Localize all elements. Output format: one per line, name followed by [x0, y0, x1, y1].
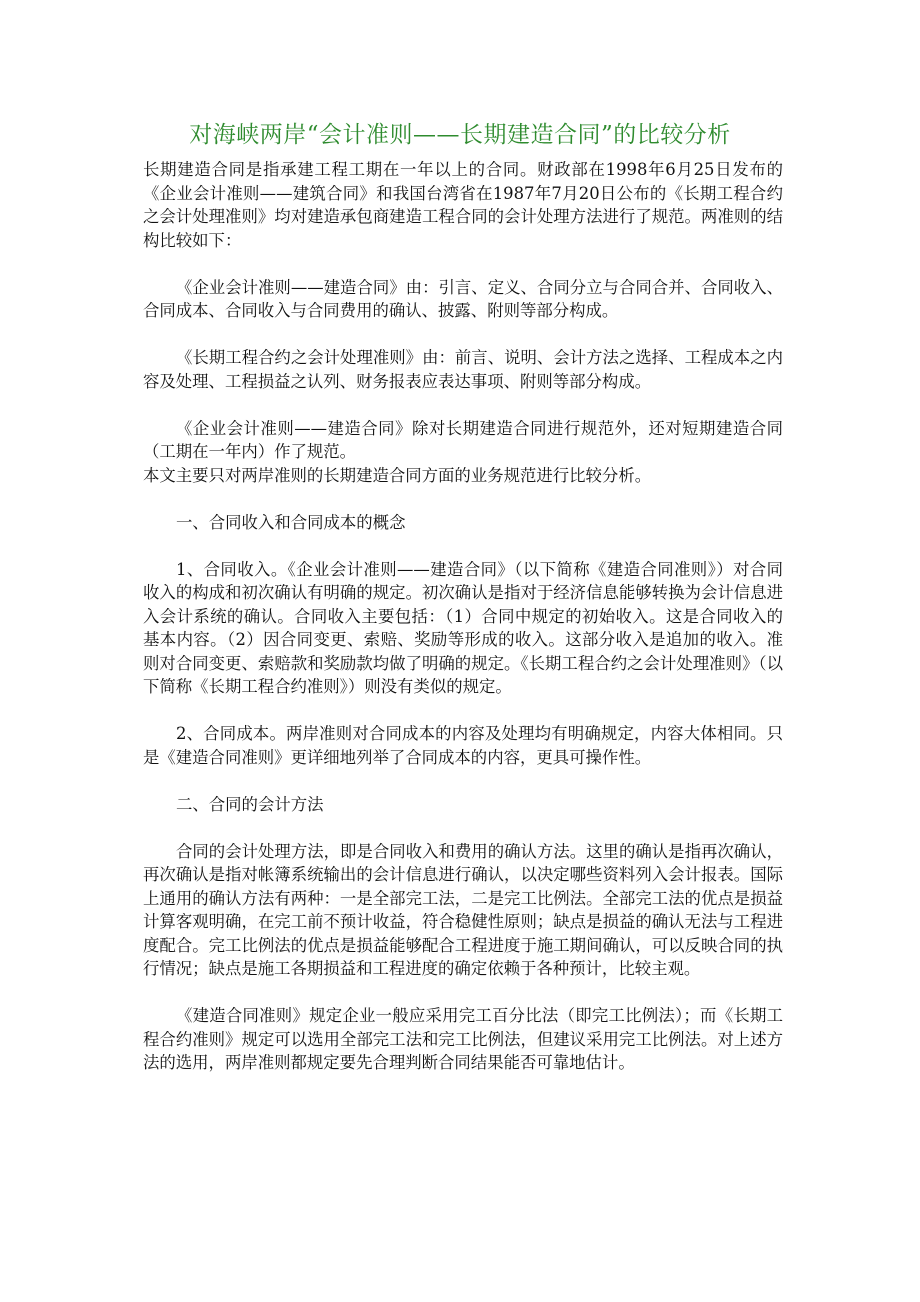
- section-heading-1: 一、合同收入和合同成本的概念: [176, 512, 406, 532]
- section-heading-2: 二、合同的会计方法: [176, 794, 324, 814]
- paragraph-3: 《长期工程合约之会计处理准则》由：前言、说明、会计方法之选择、工程成本之内容及处理、工程损益之认列、财务报表应表达事项、附则等部分构成。: [143, 348, 783, 391]
- paragraph-4: 《企业会计准则——建造合同》除对长期建造合同进行规范外，还对短期建造合同（工期在一年内）作了规范。: [143, 418, 783, 461]
- paragraph-7: 2、合同成本。两岸准则对合同成本的内容及处理均有明确规定，内容大体相同。只是《建造合同准则》更详细地列举了合同成本的内容，更具可操作性。: [143, 724, 783, 767]
- paragraph-1: 长期建造合同是指承建工程工期在一年以上的合同。财政部在1998年6月25日发布的《企业会计准则——建筑合同》和我国台湾省在1987年7月20日公布的《长期工程合约之会计处理准则》均对建造承包商建造工程合同的会计处理方法进行了规范。两准则的结构比较如下：: [143, 160, 783, 250]
- paragraph-6: 1、合同收入。《企业会计准则——建造合同》（以下简称《建造合同准则》）对合同收入的构成和初次确认有明确的规定。初次确认是指对于经济信息能够转换为会计信息进入会计系统的确认。合同收入主要包括：（1）合同中规定的初始收入。这是合同收入的基本内容。（2）因合同变更、索赔、奖励等形成的收入。这部分收入是追加的收入。准则对合同变更、索赔款和奖励款均做了明确的规定。《长期工程合约之会计处理准则》（以下简称《长期工程合约准则》）则没有类似的规定。: [143, 559, 783, 696]
- paragraph-5: 本文主要只对两岸准则的长期建造合同方面的业务规范进行比较分析。: [143, 465, 652, 485]
- paragraph-8: 合同的会计处理方法，即是合同收入和费用的确认方法。这里的确认是指再次确认，再次确认是指对帐簿系统输出的会计信息进行确认，以决定哪些资料列入会计报表。国际上通用的确认方法有两种：一是全部完工法，二是完工比例法。全部完工法的优点是损益计算客观明确，在完工前不预计收益，符合稳健性原则；缺点是损益的确认无法与工程进度配合。完工比例法的优点是损益能够配合工程进度于施工期间确认，可以反映合同的执行情况；缺点是施工各期损益和工程进度的确定依赖于各种预计，比较主观。: [143, 841, 783, 978]
- paragraph-2: 《企业会计准则——建造合同》由：引言、定义、合同分立与合同合并、合同收入、合同成本、合同收入与合同费用的确认、披露、附则等部分构成。: [143, 277, 783, 320]
- paragraph-9: 《建造合同准则》规定企业一般应采用完工百分比法（即完工比例法）；而《长期工程合约准则》规定可以选用全部完工法和完工比例法，但建议采用完工比例法。对上述方法的选用，两岸准则都规定要先合理判断合同结果能否可靠地估计。: [143, 1006, 783, 1072]
- document-body: [143, 158, 783, 1075]
- document-title: 对海峡两岸“会计准则——长期建造合同”的比较分析: [189, 122, 731, 148]
